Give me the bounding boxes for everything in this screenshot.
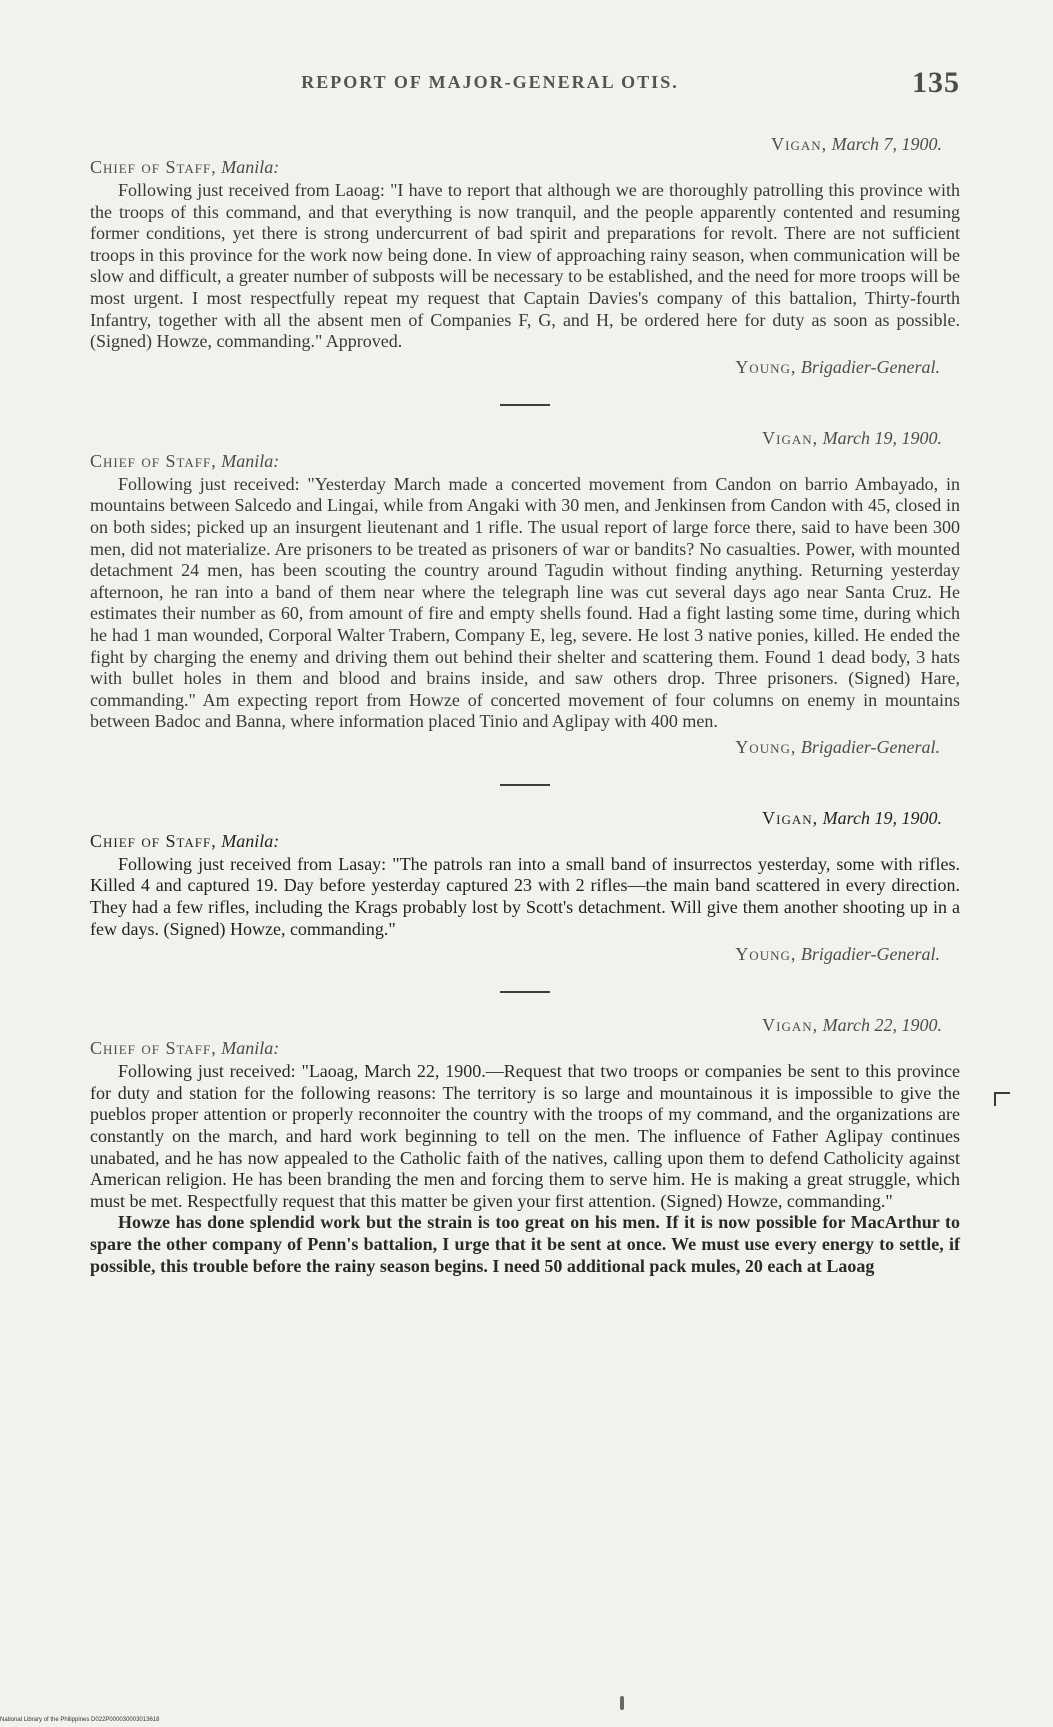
dateline-place: Vigan, [771, 134, 828, 154]
dispatch-2 [90, 428, 960, 758]
section-divider [500, 784, 550, 786]
dispatch-paragraph: Following just received: "Yesterday March made a concerted movement from Candon on barrio Ambayado, in mountains between Salcedo and Lingai, while from Angaki with 30 men, and Jenkinsen from Candon with 45, closed in on both sides; picked up an insurgent lieutenant and 1 rifle. The usual report of large force there, said to have been 300 men, did not materialize. Are prisoners to be treated as prisoners of war or bandits? No casualties. Power, with mounted detachment 24 men, has been scouting the country around Tagudin without finding anything. Returning yesterday afternoon, he ran into a band of them near where the telegraph line was cut several days ago near Santa Cruz. He estimates their number as 60, from amount of fire and empty shells found. Had a fight lasting some time, during which he had 1 man wounded, Corporal Walter Trabern, Company E, leg, severe. He lost 3 native ponies, killed. He ended the fight by charging the enemy and driving them out behind their shelter and scattering them. Found 1 dead body, 3 hats with bullet holes in them and blood and brains inside, and saw others drop. Three prisoners. (Signed) Hare, commanding." Am expecting report from Howze of concerted movement of four columns on enemy in mountains between Badoc and Banna, where information placed Tinio and Aglipay with 400 men. [90, 473, 960, 732]
running-head [90, 60, 960, 100]
signature [90, 737, 960, 758]
section-divider [500, 404, 550, 406]
signer-name: Young, [735, 736, 797, 757]
dateline [90, 428, 960, 449]
addressee-title: Chief of Staff, [90, 450, 217, 471]
signer-rank: Brigadier-General. [800, 944, 940, 965]
dateline-date: March 19, 1900. [822, 807, 942, 828]
margin-bracket-mark [994, 1092, 1010, 1106]
addressee-location: Manila: [221, 157, 280, 177]
dateline [90, 808, 960, 829]
addressee-location: Manila: [221, 450, 280, 471]
dispatch-paragraph: Howze has done splendid work but the strain is too great on his men. If it is now possible for MacArthur to spare the other company of Penn's battalion, I urge that it be sent at once. We must use every energy to settle, if possible, this trouble before the rainy season begins. I need 50 additional pack mules, 20 each at Laoag [90, 1212, 960, 1276]
signer-rank: Brigadier-General. [800, 356, 940, 377]
addressee [90, 831, 960, 852]
addressee [90, 157, 960, 178]
dispatch-paragraph: Following just received from Laoag: "I have to report that although we are thoroughly patrolling this province with the troops of this command, and that everything is now tranquil, and the people apparently contented and resuming former conditions, yet there is strong undercurrent of bad spirit and preparations for revolt. There are not sufficient troops in this province for the work now being done. In view of approaching rainy season, when communication will be slow and difficult, a greater number of subposts will be necessary to be established, and the need for more troops will be most urgent. I most respectfully repeat my request that Captain Davies's company of this battalion, Thirty-fourth Infantry, together with all the absent men of Companies F, G, and H, be ordered here for duty as soon as possible. (Signed) Howze, commanding." Approved. [90, 180, 960, 352]
dateline-date: March 22, 1900. [822, 1015, 942, 1036]
dateline-place: Vigan, [762, 427, 819, 448]
section-divider [500, 991, 550, 993]
dateline-place: Vigan, [762, 1015, 819, 1036]
dateline-date: March 7, 1900. [831, 134, 942, 154]
dispatch-1 [90, 134, 960, 378]
page-number: 135 [912, 66, 960, 99]
dispatch-paragraph: Following just received from Lasay: "The patrols ran into a small band of insurrectos yesterday, some with rifles. Killed 4 and captured 19. Day before yesterday captured 23 with 2 rifles—the main band scattered in every direction. They had a few rifles, including the Krags probably lost by Scott's detachment. Will give them another shooting up in a few days. (Signed) Howze, commanding." [90, 853, 960, 939]
addressee-title: Chief of Staff, [90, 157, 217, 177]
scan-speck [620, 1696, 624, 1710]
dateline [90, 1015, 960, 1036]
addressee [90, 451, 960, 472]
signer-name: Young, [735, 944, 797, 965]
addressee-title: Chief of Staff, [90, 1038, 217, 1059]
addressee-location: Manila: [221, 1038, 280, 1059]
addressee [90, 1038, 960, 1059]
dateline-date: March 19, 1900. [822, 427, 942, 448]
running-title: REPORT OF MAJOR-GENERAL OTIS. [301, 72, 679, 92]
signature [90, 944, 960, 965]
signer-rank: Brigadier-General. [800, 736, 940, 757]
signature [90, 357, 960, 378]
dateline [90, 134, 960, 155]
addressee-title: Chief of Staff, [90, 830, 217, 851]
library-stamp: National Library of the Philippines D022P000030003013618 [0, 1717, 160, 1723]
dispatch-paragraph: Following just received: "Laoag, March 22, 1900.—Request that two troops or companies be sent to this province for duty and station for the following reasons: The territory is so large and mountainous it is impossible to give the pueblos proper attention or properly reconnoiter the country with the troops of my command, and the organizations are constantly on the march, and hard work beginning to tell on the men. The influence of Father Aglipay continues unabated, and he has now appealed to the Catholic faith of the natives, calling upon them to defend Catholicity against American religion. He has been branding the men and forcing them to serve him. He is making a great struggle, which must be met. Respectfully request that this matter be given your first attention. (Signed) Howze, commanding." [90, 1061, 960, 1211]
addressee-location: Manila: [221, 830, 280, 851]
page [90, 60, 960, 1277]
dispatch-4 [90, 1015, 960, 1277]
signer-name: Young, [735, 356, 797, 377]
dispatch-3 [90, 808, 960, 965]
dateline-place: Vigan, [762, 807, 819, 828]
